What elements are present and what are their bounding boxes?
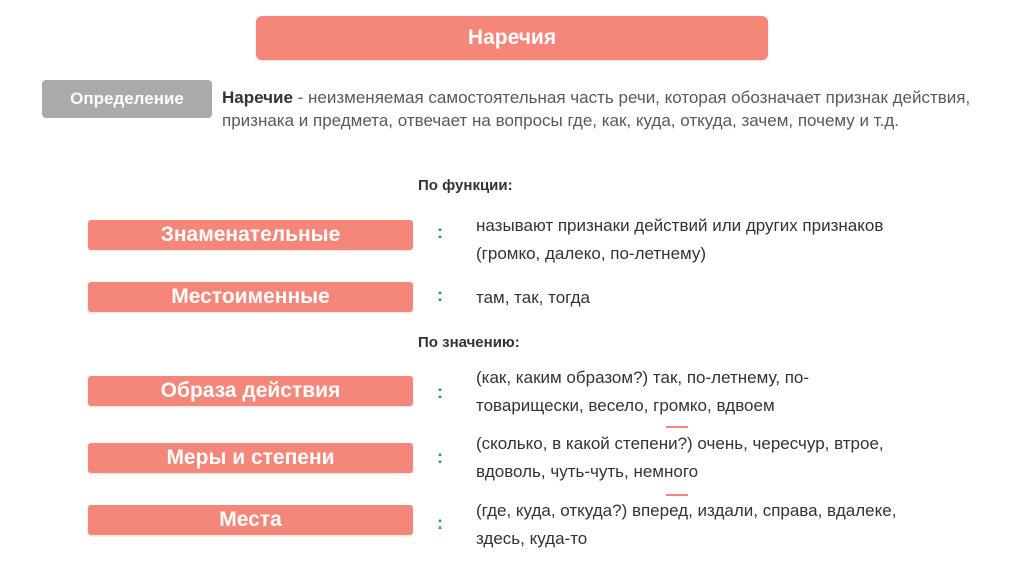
- colon-separator: :: [437, 513, 443, 533]
- divider-dash: [666, 494, 688, 496]
- category-znamenatelnye: Знаменательные: [88, 220, 413, 250]
- definition-badge: Определение: [42, 80, 212, 118]
- category-mestoimennye: Местоименные: [88, 282, 413, 312]
- description-mesta: (где, куда, откуда?) вперед, издали, справа, вдалеке, здесь, куда-то: [476, 501, 897, 548]
- function-heading: По функции:: [418, 177, 513, 194]
- description-znamenatelnye: называют признаки действий или других признаков (громко, далеко, по-летнему): [476, 216, 884, 263]
- category-obraza-deistviya: Образа действия: [88, 376, 413, 406]
- category-mery-i-stepeni: Меры и степени: [88, 443, 413, 473]
- colon-separator: :: [437, 222, 443, 242]
- description-mery-i-stepeni: (сколько, в какой степени?) очень, чересчур, втрое, вдоволь, чуть-чуть, немного: [476, 434, 884, 481]
- description-mestoimennye: там, так, тогда: [476, 288, 590, 307]
- colon-separator: :: [437, 382, 443, 402]
- definition-text: [222, 86, 1002, 132]
- divider-dash: [666, 426, 688, 428]
- category-mesta: Места: [88, 505, 413, 535]
- page-title: Наречия: [256, 16, 768, 60]
- definition-body: - неизменяемая самостоятельная часть речи, которая обозначает признак действия, признака и предмета, отвечает на вопросы где, как, куда, откуда, зачем, почему и т.д.: [222, 88, 971, 130]
- definition-term: Наречие: [222, 88, 293, 107]
- description-obraza-deistviya: (как, каким образом?) так, по-летнему, по-товарищески, весело, громко, вдвоем: [476, 368, 810, 415]
- meaning-heading: По значению:: [418, 334, 520, 351]
- colon-separator: :: [437, 447, 443, 467]
- colon-separator: :: [437, 285, 443, 305]
